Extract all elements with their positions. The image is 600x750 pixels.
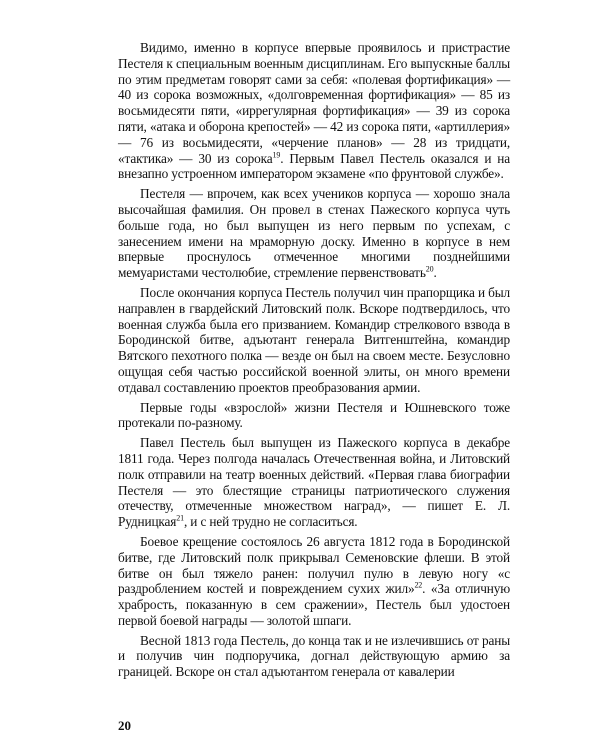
paragraph	[118, 400, 510, 432]
footnote-ref: 22	[414, 580, 423, 590]
paragraph-tail: . «За отличную храбрость, показанную в сем сражении», Пестель был удостоен первой боевой награды — золотой шпаги.	[118, 581, 510, 628]
paragraph-text: Павел Пестель был выпущен из Пажеского корпуса в декабре 1811 года. Через полгода началась Отечественная война, и Литовский полк отправили на театр военных действий. «Первая глава биографии Пестеля — это блестящие страницы патриотического служения отечеству, отмеченные множеством наград», — пишет Е. Л. Рудницкая	[118, 435, 510, 530]
paragraph	[118, 285, 510, 396]
paragraph-tail: , и с ней трудно не согласиться.	[183, 514, 358, 530]
paragraph-text: После окончания корпуса Пестель получил чин прапорщика и был направлен в гвардейский Литовский полк. Вскоре подтвердилось, что военная служба была его призванием. Командир стрелкового взвода в Бородинской битве, адъютант генерала Витгенштейна, командир Вятского пехотного полка — везде он был на своем месте. Безусловно ощущая себя частью российской военной элиты, он много времени отдавал составлению проектов преобразования армии.	[118, 284, 510, 395]
paragraph	[118, 534, 510, 629]
footnote-ref: 20	[425, 264, 434, 274]
footnote-ref: 21	[176, 513, 184, 523]
page-body	[118, 40, 510, 680]
footnote-ref: 19	[272, 150, 281, 160]
paragraph	[118, 435, 510, 530]
paragraph	[118, 40, 510, 182]
page-number: 20	[118, 718, 131, 733]
paragraph-text: Боевое крещение состоялось 26 августа 1812 года в Бородинской битве, где Литовский полк прикрывал Семеновские флеши. В этой битве он был тяжело ранен: получил пулю в левую ногу «с раздроблением костей и повреждением сухих жил»	[118, 533, 510, 597]
paragraph	[118, 633, 510, 680]
paragraph-tail: .	[433, 265, 437, 281]
paragraph	[118, 186, 510, 281]
paragraph-text: Пестеля — впрочем, как всех учеников корпуса — хорошо знала высочайшая фамилия. Он провел в стенах Пажеского корпуса чуть больше года, но был выпущен из него первым по успехам, с занесением имени на мраморную доску. Именно в корпусе в нем впервые проснулось отмеченное многими позднейшими мемуаристами честолюбие, стремление первенствовать	[118, 186, 510, 281]
paragraph-text: Видимо, именно в корпусе впервые проявилось и пристрастие Пестеля к специальным военным дисциплинам. Его выпускные баллы по этим предметам говорят сами за себя: «полевая фортификация» — 40 из сорока возможных, «долговременная фортификация» — 85 из восьмидесяти пяти, «иррегулярная фортификация» — 39 из сорока пяти, «атака и оборона крепостей» — 42 из сорока пяти, «артиллерия» — 76 из восьмидесяти, «черчение планов» — 28 из тридцати, «тактика» — 30 из сорока	[118, 40, 510, 166]
paragraph-text: Первые годы «взрослой» жизни Пестеля и Юшневского тоже протекали по-разному.	[118, 399, 510, 431]
paragraph-text: Весной 1813 года Пестель, до конца так и не излечившись от раны и получив чин подпоручика, догнал действующую армию за границей. Вскоре он стал адъютантом генерала от кавалерии	[118, 632, 510, 680]
paragraph-tail: . Первым Павел Пестель оказался и на внезапно устроенном императором экзамене «по фрунтовой службе».	[118, 150, 510, 182]
